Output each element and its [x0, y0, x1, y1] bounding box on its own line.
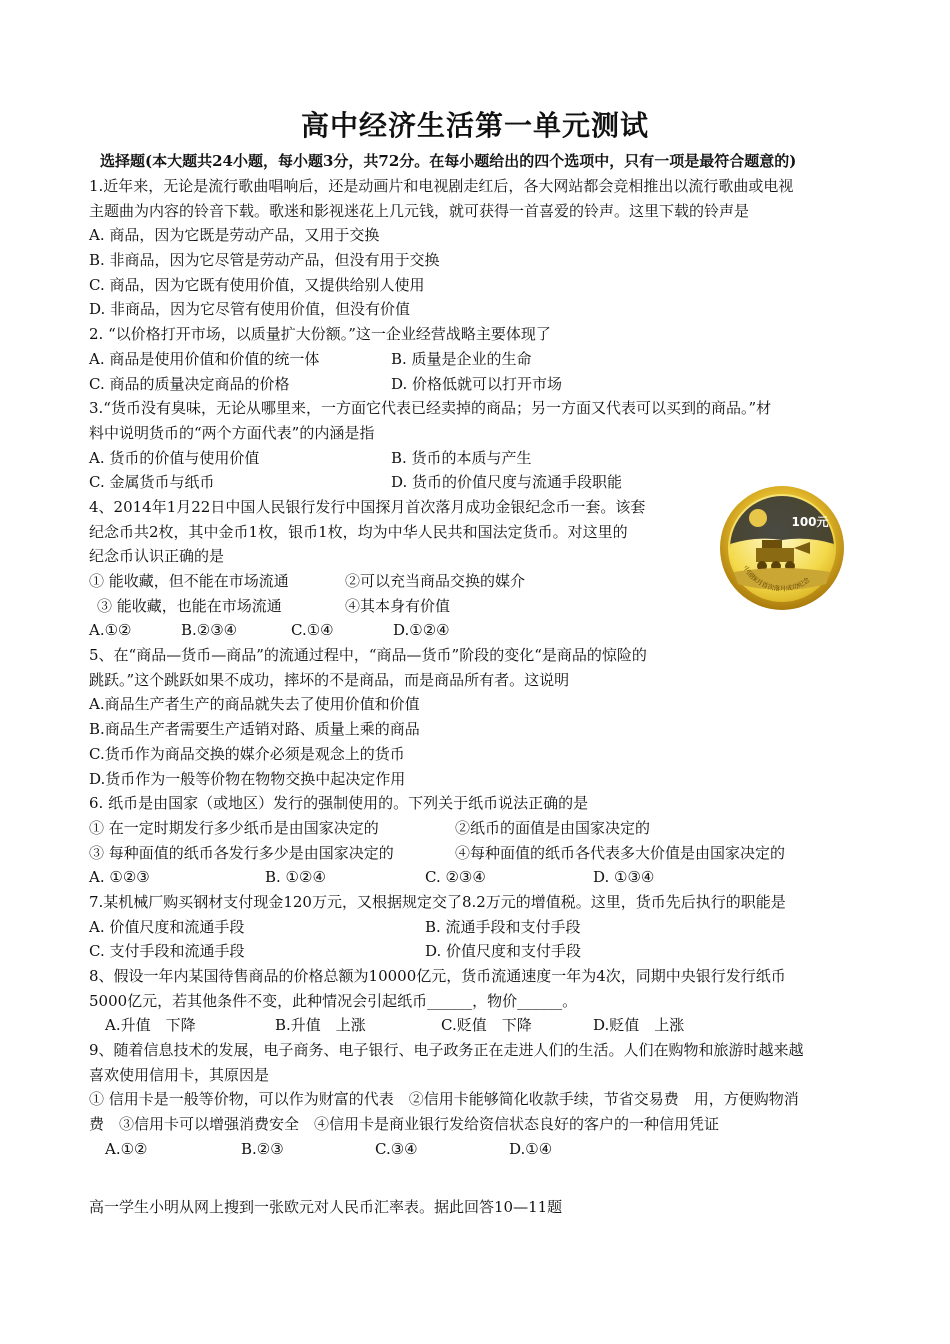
q5-option-b: B.商品生产者需要生产适销对路、质量上乘的商品: [89, 720, 420, 739]
q4-statement-4: ④其本身有价值: [345, 596, 451, 615]
q5-stem-line1: 5、在“商品—货币—商品”的流通过程中，“商品—货币”阶段的变化“是商品的惊险的: [89, 646, 647, 665]
coin-denomination: 100元: [791, 515, 829, 529]
q2-option-a: A. 商品是使用价值和价值的统一体: [89, 349, 320, 368]
q6-option-c: C. ②③④: [425, 868, 486, 887]
q1-option-c: C. 商品，因为它既有使用价值，又提供给别人使用: [89, 275, 425, 294]
q2-options-row2: [89, 372, 879, 397]
q7-stem: 7.某机械厂购买钢材支付现金120万元，又根据规定交了8.2万元的增值税。这里，货币先后执行的职能是: [89, 892, 786, 911]
q6-statement-4: ④每种面值的纸币各代表多大价值是由国家决定的: [455, 843, 786, 862]
coin-rim-text: 中国探月首次落月成功纪念: [741, 564, 812, 593]
q4-option-b: B.②③④: [181, 621, 238, 640]
q2-option-c: C. 商品的质量决定商品的价格: [89, 374, 290, 393]
q9-option-d: D.①④: [509, 1139, 553, 1158]
q5-option-d: D.货币作为一般等价物在物物交换中起决定作用: [89, 769, 406, 788]
q2-option-b: B. 质量是企业的生命: [391, 349, 532, 368]
q7-options-row2: [89, 939, 879, 964]
q3-option-a: A. 货币的价值与使用价值: [89, 448, 260, 467]
q8-stem-line2: 5000亿元，若其他条件不变，此种情况会引起纸币______，物价______。: [89, 991, 578, 1010]
q8-option-b: B.升值 上涨: [275, 1016, 366, 1035]
q1-option-d: D. 非商品，因为它尽管有使用价值，但没有价值: [89, 300, 411, 319]
q1-stem-line1: 1.近年来，无论是流行歌曲唱响后，还是动画片和电视剧走红后，各大网站都会竞相推出以流行歌曲或电视: [89, 177, 794, 195]
q9-statements-line2: 费 ③信用卡可以增强消费安全 ④信用卡是商业银行发给资信状态良好的客户的一种信用凭证: [89, 1115, 720, 1134]
q6-option-b: B. ①②④: [265, 868, 326, 887]
q1-option-a: A. 商品，因为它既是劳动产品，又用于交换: [89, 226, 380, 245]
q8-stem-line1: 8、假设一年内某国待售商品的价格总额为10000亿元，货币流通速度一年为4次，同期中央银行发行纸币: [89, 967, 786, 985]
q4-option-a: A.①②: [89, 621, 132, 640]
q3-stem-line2: 料中说明货币的“两个方面代表”的内涵是指: [89, 423, 375, 442]
q4-statement-3: ③ 能收藏，也能在市场流通: [97, 596, 282, 615]
q4-stem-line3: 纪念币认识正确的是: [89, 547, 225, 566]
commemorative-coin-image: [718, 484, 846, 612]
q5-option-a: A.商品生产者生产的商品就失去了使用价值和价值: [89, 695, 420, 714]
q3-option-b: B. 货币的本质与产生: [391, 448, 532, 467]
q8-option-a: A.升值 下降: [105, 1016, 196, 1035]
q3-stem-line1: 3.“货币没有臭味，无论从哪里来，一方面它代表已经卖掉的商品；另一方面又代表可以买到的商品。”材: [89, 399, 772, 418]
q2-option-d: D. 价格低就可以打开市场: [391, 374, 563, 393]
q4-options-row: [89, 618, 879, 643]
q4-statement-1: ① 能收藏，但不能在市场流通: [89, 572, 289, 590]
q2-stem: 2. “以价格打开市场，以质量扩大份额。”这一企业经营战略主要体现了: [89, 325, 551, 344]
q6-stem: 6. 纸币是由国家（或地区）发行的强制使用的。下列关于纸币说法正确的是: [89, 794, 589, 813]
coin-moon: [749, 509, 767, 527]
q4-statement-2: ②可以充当商品交换的媒介: [345, 572, 526, 590]
q7-options-row1: [89, 915, 879, 940]
q9-option-b: B.②③: [241, 1139, 284, 1158]
q9-option-a: A.①②: [105, 1139, 148, 1158]
q1-stem-line2: 主题曲为内容的铃音下载。歌迷和影视迷花上几元钱，就可获得一首喜爱的铃声。这里下载的铃声是: [89, 201, 750, 220]
q1-option-b: B. 非商品，因为它尽管是劳动产品，但没有用于交换: [89, 251, 440, 270]
q6-option-d: D. ①③④: [593, 868, 655, 887]
q9-statements-line1: ① 信用卡是一般等价物，可以作为财富的代表 ②信用卡能够简化收款手续，节省交易费 用，方便购物消: [89, 1090, 799, 1109]
q6-option-a: A. ①②③: [89, 868, 150, 887]
q7-option-b: B. 流通手段和支付手段: [425, 917, 581, 936]
q8-option-d: D.贬值 上涨: [593, 1016, 685, 1035]
q4-option-d: D.①②④: [393, 621, 450, 640]
passage-intro-10-11: 高一学生小明从网上搜到一张欧元对人民币汇率表。据此回答10—11题: [89, 1198, 563, 1216]
q8-options-row: [89, 1013, 879, 1038]
page-title: 高中经济生活第一单元测试: [300, 109, 649, 142]
q9-options-row: [89, 1137, 879, 1162]
q6-statement-1: ① 在一定时期发行多少纸币是由国家决定的: [89, 818, 379, 837]
q6-statements-row2: [89, 841, 879, 866]
q8-option-c: C.贬值 下降: [441, 1016, 532, 1035]
q3-option-c: C. 金属货币与纸币: [89, 473, 215, 492]
q7-option-a: A. 价值尺度和流通手段: [89, 917, 245, 936]
q9-option-c: C.③④: [375, 1139, 418, 1158]
q5-stem-line2: 跳跃。”这个跳跃如果不成功，摔坏的不是商品，而是商品所有者。这说明: [89, 670, 570, 689]
q6-statement-2: ②纸币的面值是由国家决定的: [455, 818, 651, 837]
question-list: [89, 174, 879, 1162]
q7-option-c: C. 支付手段和流通手段: [89, 942, 245, 961]
q3-options-row1: [89, 446, 879, 471]
q4-stem-line2: 纪念币共2枚，其中金币1枚，银币1枚，均为中华人民共和国法定货币。对这里的: [89, 522, 628, 541]
q2-options-row1: [89, 347, 879, 372]
q9-stem-line1: 9、随着信息技术的发展，电子商务、电子银行、电子政务正在走进人们的生活。人们在购物和旅游时越来越: [89, 1041, 804, 1060]
q3-option-d: D. 货币的价值尺度与流通手段职能: [391, 473, 623, 492]
q6-options-row: [89, 865, 879, 890]
q6-statement-3: ③ 每种面值的纸币各发行多少是由国家决定的: [89, 843, 394, 862]
q9-stem-line2: 喜欢使用信用卡，其原因是: [89, 1065, 270, 1084]
q7-option-d: D. 价值尺度和支付手段: [425, 942, 582, 961]
section-instructions: 选择题(本大题共24小题，每小题3分，共72分。在每小题给出的四个选项中，只有一项是最符合题意的): [100, 152, 797, 170]
q4-stem-line1: 4、2014年1月22日中国人民银行发行中国探月首次落月成功金银纪念币一套。该套: [89, 497, 646, 516]
q6-statements-row1: [89, 816, 879, 841]
q5-option-c: C.货币作为商品交换的媒介必须是观念上的货币: [89, 744, 405, 763]
q4-option-c: C.①④: [291, 621, 334, 640]
